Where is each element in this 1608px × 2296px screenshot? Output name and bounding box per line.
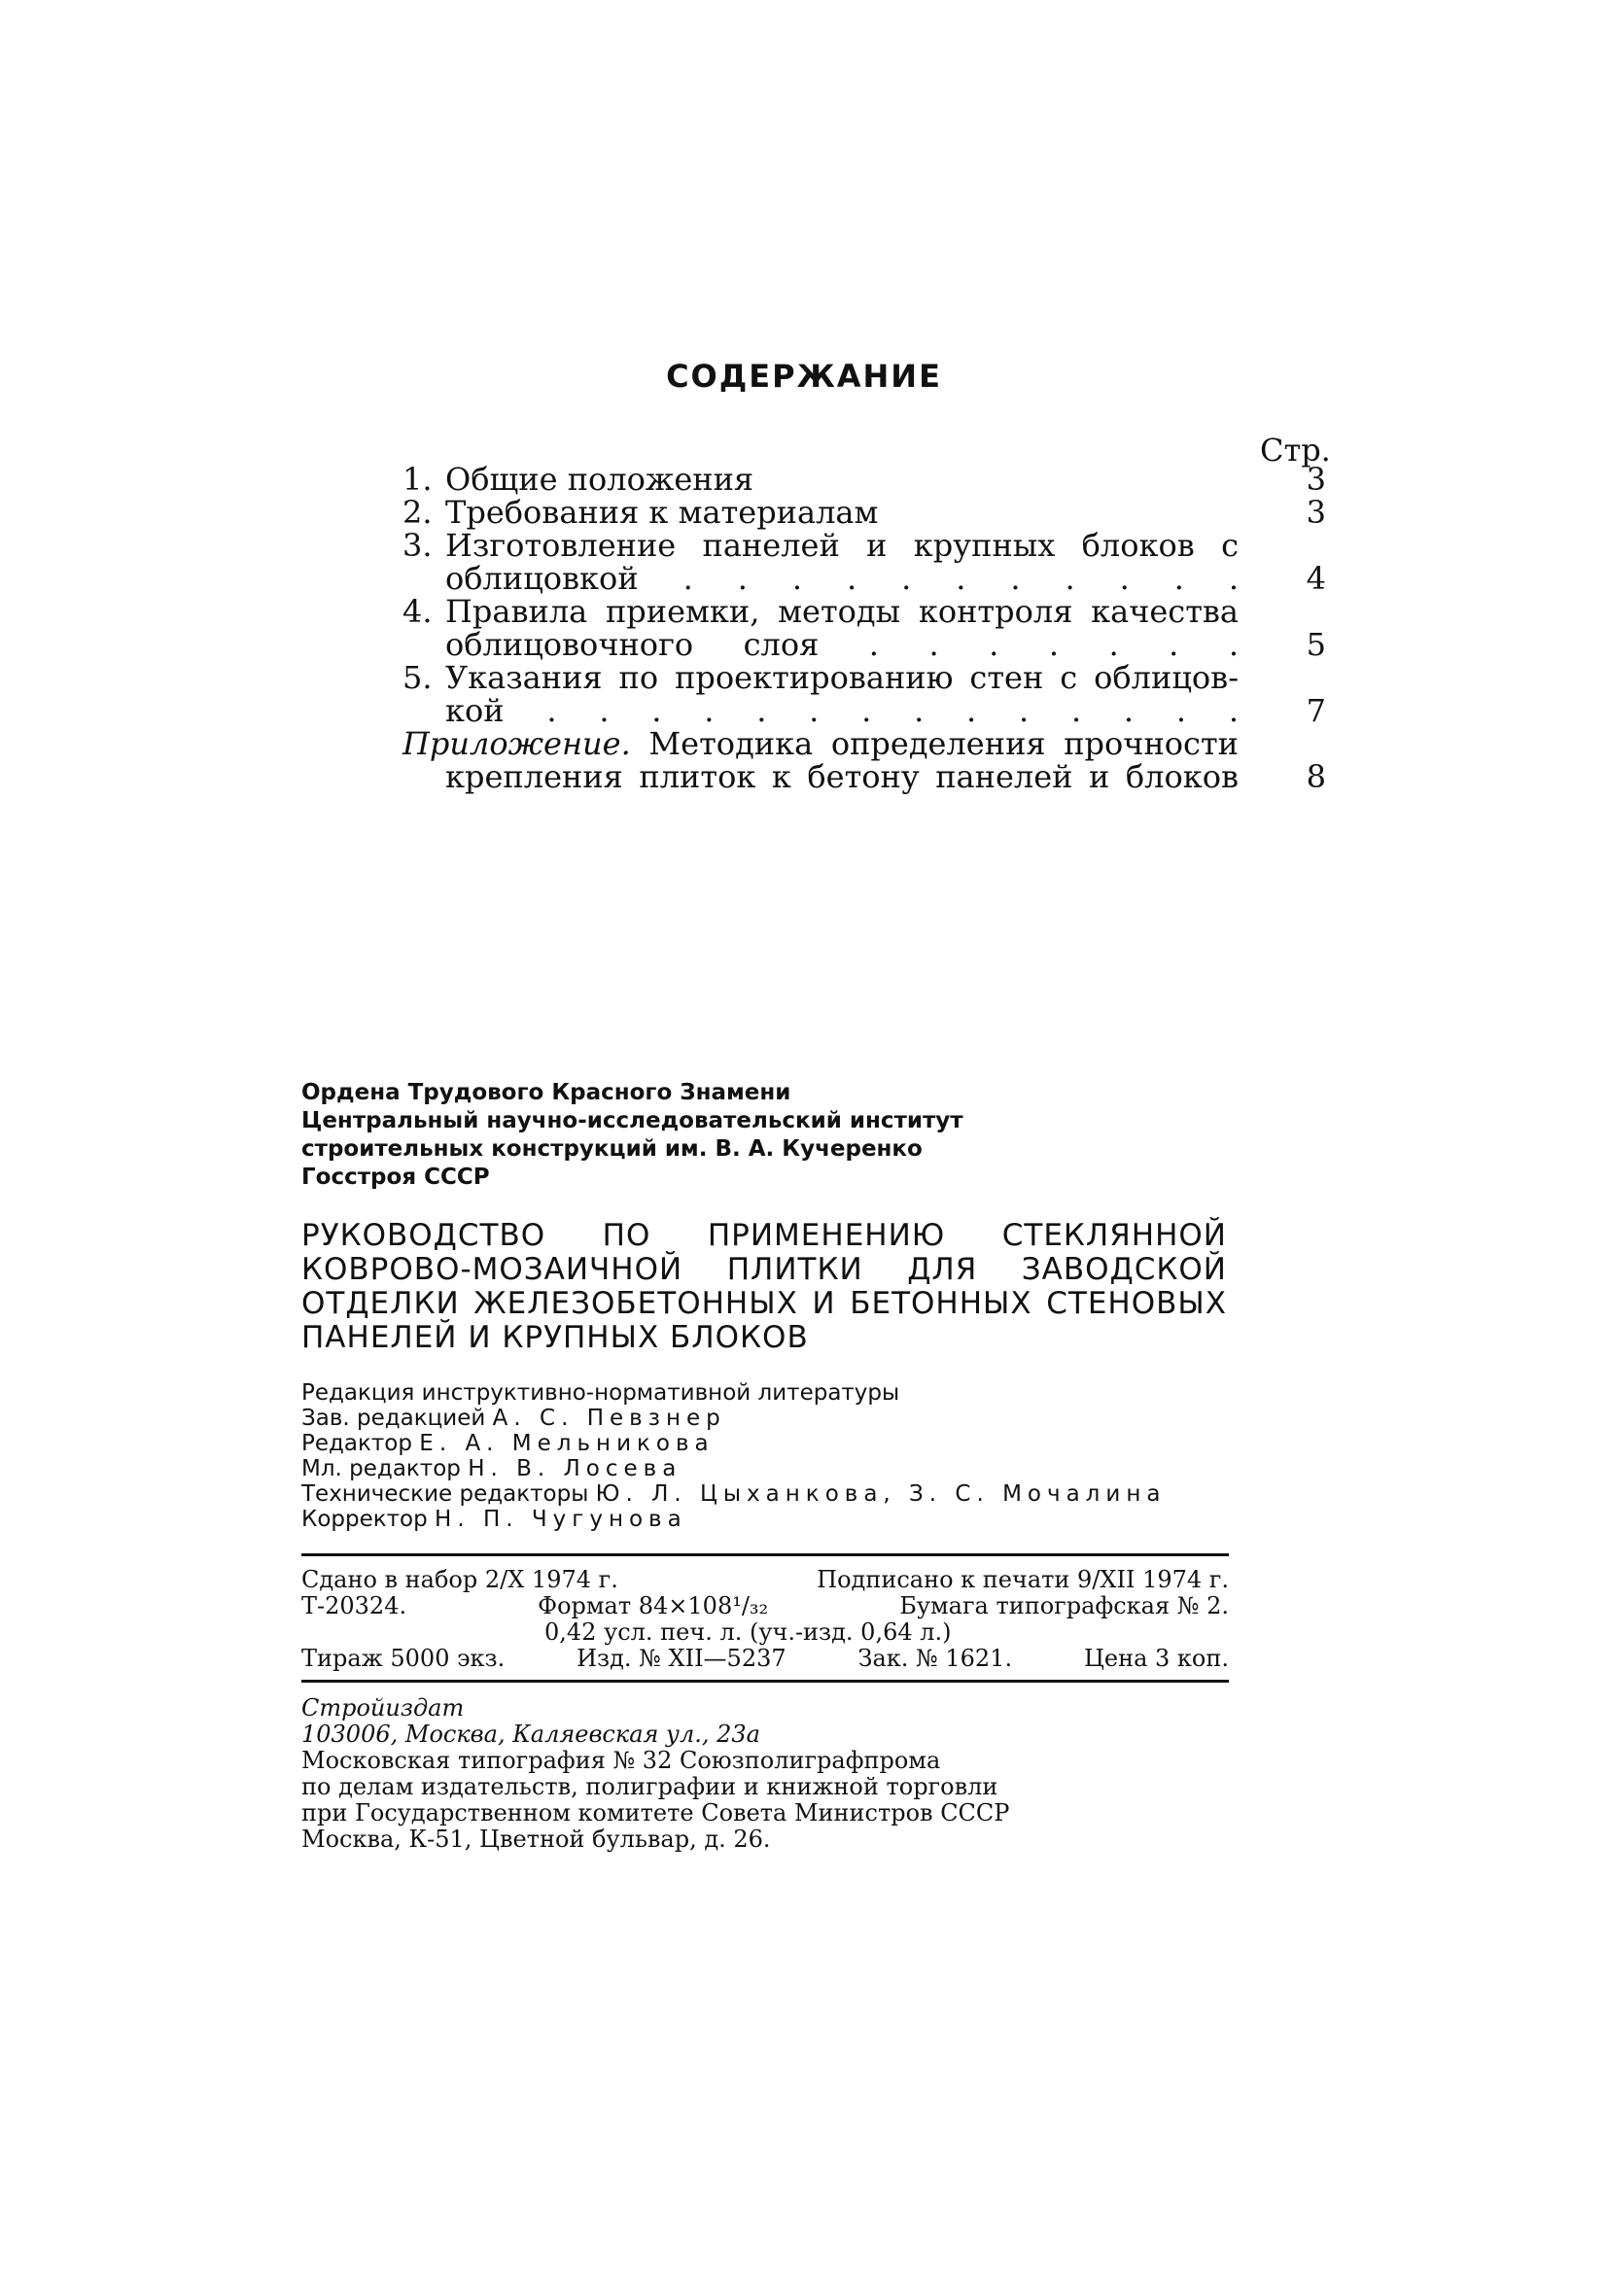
toc-item bbox=[402, 529, 1326, 595]
toc-item-page: 3 bbox=[1306, 494, 1326, 531]
tech-editors-label: Технические редакторы bbox=[301, 1481, 589, 1507]
organization bbox=[301, 1079, 1176, 1192]
toc-appendix-text-continued: крепления плиток к бетону панелей и блоков bbox=[445, 758, 1239, 795]
toc-page-header: Стр. bbox=[1260, 432, 1331, 469]
imprint bbox=[301, 1567, 1229, 1672]
toc-appendix-label: Приложение. bbox=[402, 725, 631, 762]
chief-editor-label: Зав. редакцией bbox=[301, 1406, 486, 1431]
toc-item-page: 7 bbox=[1306, 692, 1326, 729]
toc-item bbox=[402, 463, 1326, 496]
toc-appendix bbox=[402, 727, 1326, 793]
publisher-address: 103006, Москва, Каляевская ул., 23а bbox=[301, 1721, 760, 1748]
printer-line: Москва, К-51, Цветной бульвар, д. 26. bbox=[301, 1826, 771, 1853]
imprint-submitted: Сдано в набор 2/X 1974 г. bbox=[301, 1566, 618, 1593]
table-of-contents bbox=[402, 463, 1326, 793]
org-line: Госстроя СССР bbox=[301, 1165, 490, 1190]
printer-line: по делам издательств, полиграфии и книжной торговли bbox=[301, 1773, 998, 1800]
printer-line: Московская типография № 32 Союзполиграфпрома bbox=[301, 1747, 941, 1774]
junior-editor-label: Мл. редактор bbox=[301, 1456, 461, 1481]
chief-editor-line bbox=[301, 1406, 1235, 1431]
toc-item-number: 5. bbox=[402, 659, 433, 696]
editorial-staff bbox=[301, 1380, 1235, 1532]
imprint-row bbox=[301, 1593, 1229, 1619]
toc-item-text-continued: кой . . . . . . . . . . . . . . bbox=[445, 692, 1239, 729]
imprint-paper: Бумага типографская № 2. bbox=[899, 1592, 1229, 1619]
editorial-office: Редакция инструктивно-нормативной литературы bbox=[301, 1380, 900, 1406]
divider bbox=[301, 1553, 1229, 1556]
printer-line: при Государственном комитете Совета Министров СССР bbox=[301, 1799, 1010, 1826]
toc-item-text-continued: облицовочного слоя . . . . . . . bbox=[445, 626, 1239, 663]
toc-appendix-title: Методика определения прочности bbox=[648, 725, 1239, 762]
chief-editor-name: А. С. Певзнер bbox=[492, 1406, 726, 1431]
toc-item bbox=[402, 496, 1326, 529]
toc-item-page: 4 bbox=[1306, 560, 1326, 597]
toc-item-number: 4. bbox=[402, 593, 433, 630]
toc-item-text: Правила приемки, методы контроля качества bbox=[445, 593, 1239, 630]
imprint-price: Цена 3 коп. bbox=[1083, 1645, 1229, 1672]
toc-item-number: 2. bbox=[402, 494, 433, 531]
imprint-circulation: Тираж 5000 экз. bbox=[301, 1645, 506, 1672]
editor-line bbox=[301, 1431, 1235, 1456]
editor-name: Е. А. Мельникова bbox=[419, 1431, 715, 1456]
toc-item-page: 3 bbox=[1306, 461, 1326, 498]
tech-editors-line bbox=[301, 1481, 1235, 1507]
corrector-line bbox=[301, 1507, 1235, 1532]
document-title: РУКОВОДСТВО ПО ПРИМЕНЕНИЮ СТЕКЛЯННОЙ КОВРОВО-МОЗАИЧНОЙ ПЛИТКИ ДЛЯ ЗАВОДСКОЙ ОТДЕЛКИ ЖЕЛЕЗОБЕТОННЫХ И БЕТОННЫХ СТЕНОВЫХ ПАНЕЛЕЙ И КРУПНЫХ БЛОКОВ bbox=[301, 1218, 1227, 1355]
toc-item-text-continued: облицовкой . . . . . . . . . . . bbox=[445, 560, 1239, 597]
publisher-name: Стройиздат bbox=[301, 1694, 465, 1722]
toc-item-page: 5 bbox=[1306, 626, 1326, 663]
toc-item bbox=[402, 595, 1326, 661]
imprint-volume: 0,42 усл. печ. л. (уч.-изд. 0,64 л.) bbox=[544, 1618, 952, 1646]
toc-item-number: 1. bbox=[402, 461, 433, 498]
toc-item-text: Указания по проектированию стен с облицов- bbox=[445, 659, 1239, 696]
publisher bbox=[301, 1695, 1229, 1853]
toc-appendix-page: 8 bbox=[1306, 758, 1326, 795]
imprint-row bbox=[301, 1646, 1229, 1672]
tech-editors-names: Ю. Л. Цыханкова, З. С. Мочалина bbox=[595, 1481, 1167, 1507]
imprint-code: Т-20324. bbox=[301, 1592, 407, 1619]
divider bbox=[301, 1680, 1229, 1683]
corrector-label: Корректор bbox=[301, 1507, 428, 1532]
toc-item bbox=[402, 661, 1326, 727]
org-line: строительных конструкций им. В. А. Кучеренко bbox=[301, 1136, 923, 1162]
toc-item-number: 3. bbox=[402, 527, 433, 564]
junior-editor-line bbox=[301, 1456, 1235, 1481]
toc-title: СОДЕРЖАНИЕ bbox=[666, 358, 942, 395]
org-line: Ордена Трудового Красного Знамени bbox=[301, 1080, 791, 1105]
corrector-name: Н. П. Чугунова bbox=[435, 1507, 687, 1532]
imprint-signed: Подписано к печати 9/XII 1974 г. bbox=[817, 1566, 1229, 1593]
imprint-edition: Изд. № XII—5237 bbox=[577, 1645, 787, 1672]
toc-item-text: Общие положения bbox=[445, 461, 754, 498]
org-line: Центральный научно-исследовательский институт bbox=[301, 1108, 963, 1133]
imprint-row bbox=[301, 1567, 1229, 1593]
imprint-format: Формат 84×108¹/₃₂ bbox=[538, 1592, 769, 1619]
junior-editor-name: Н. В. Лосева bbox=[468, 1456, 682, 1481]
toc-item-text: Требования к материалам bbox=[445, 494, 879, 531]
imprint-order: Зак. № 1621. bbox=[857, 1645, 1013, 1672]
toc-item-text: Изготовление панелей и крупных блоков с bbox=[445, 527, 1239, 564]
toc-appendix-line bbox=[402, 727, 1239, 760]
editor-label: Редактор bbox=[301, 1431, 412, 1456]
